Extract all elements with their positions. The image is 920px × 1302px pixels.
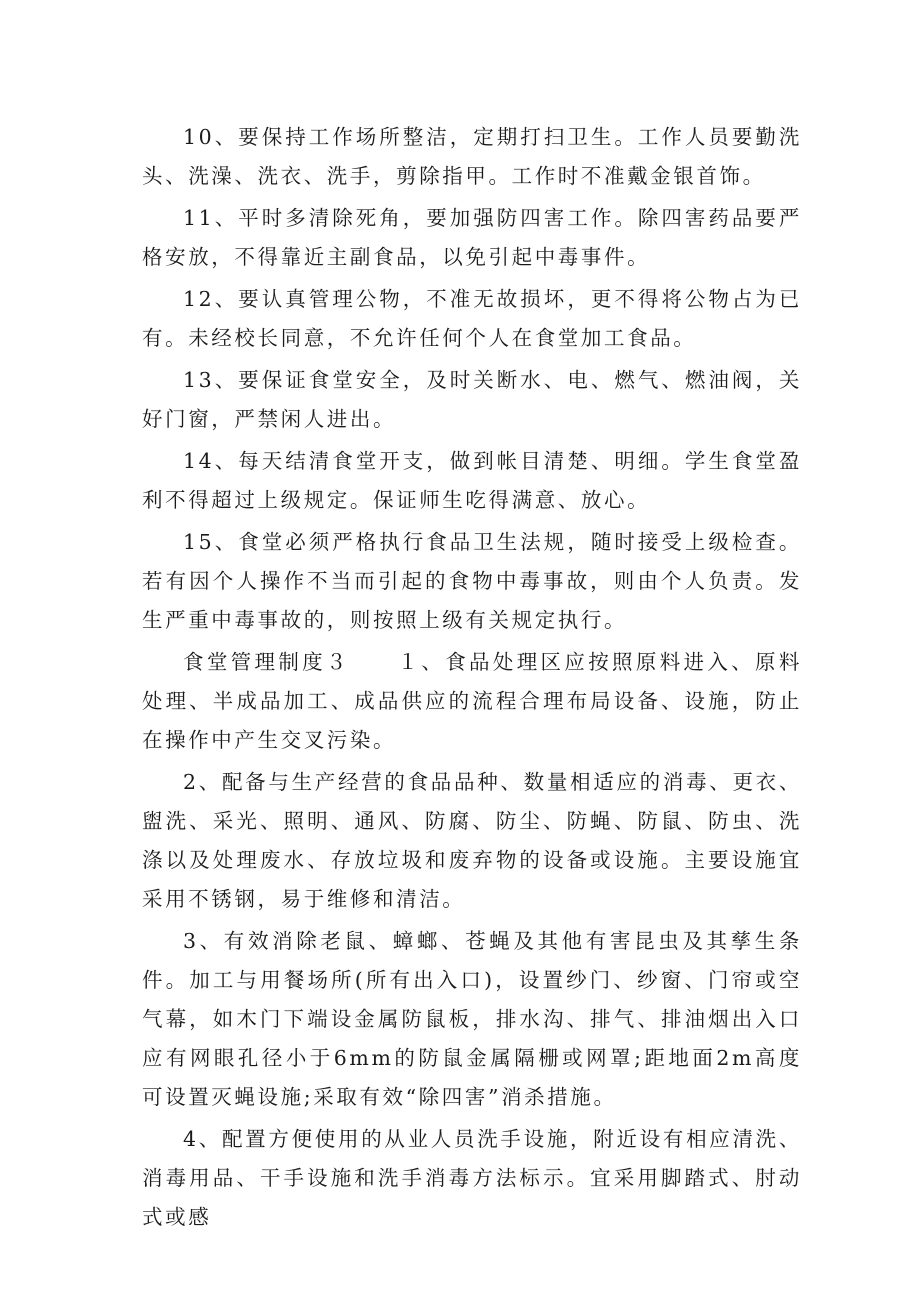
paragraph-system-3-item-2: 2、配备与生产经营的食品品种、数量相适应的消毒、更衣、盥洗、采光、照明、通风、防腐、防尘、防蝇、防鼠、防虫、洗涤以及处理废水、存放垃圾和废弃物的设备或设施。主要设施宜采用不锈钢，易于维修和清洁。 <box>142 770 802 911</box>
paragraph-rule-12: 12、要认真管理公物，不准无故损坏，更不得将公物占为已有。未经校长同意，不允许任何个人在食堂加工食品。 <box>142 287 802 350</box>
document-body <box>142 118 802 1240</box>
paragraph-rule-10: 10、要保持工作场所整洁，定期打扫卫生。工作人员要勤洗头、洗澡、洗衣、洗手，剪除指甲。工作时不准戴金银首饰。 <box>142 125 802 188</box>
paragraph-system-3-item-3: 3、有效消除老鼠、蟑螂、苍蝇及其他有害昆虫及其孳生条件。加工与用餐场所(所有出入口)，设置纱门、纱窗、门帘或空气幕，如木门下端设金属防鼠板，排水沟、排气、排油烟出入口应有网眼孔径小于6mm的防鼠金属隔栅或网罩;距地面2m高度可设置灭蝇设施;采取有效“除四害”消杀措施。 <box>142 929 802 1109</box>
paragraph-system-3-item-4: 4、配置方便使用的从业人员洗手设施，附近设有相应清洗、消毒用品、干手设施和洗手消毒方法标示。宜采用脚踏式、肘动式或感 <box>142 1127 802 1229</box>
paragraph-rule-13: 13、要保证食堂安全，及时关断水、电、燃气、燃油阀，关好门窗，严禁闲人进出。 <box>142 368 802 431</box>
paragraph-rule-11: 11、平时多清除死角，要加强防四害工作。除四害药品要严格安放，不得靠近主副食品，以免引起中毒事件。 <box>142 206 802 269</box>
paragraph-rule-15: 15、食堂必须严格执行食品卫生法规，随时接受上级检查。若有因个人操作不当而引起的食物中毒事故，则由个人负责。发生严重中毒事故的，则按照上级有关规定执行。 <box>142 530 802 632</box>
paragraph-rule-14: 14、每天结清食堂开支，做到帐目清楚、明细。学生食堂盈利不得超过上级规定。保证师生吃得满意、放心。 <box>142 449 802 512</box>
paragraph-system-3-item-1: 食堂管理制度３ １、食品处理区应按照原料进入、原料处理、半成品加工、成品供应的流程合理布局设备、设施，防止在操作中产生交叉污染。 <box>142 650 802 752</box>
